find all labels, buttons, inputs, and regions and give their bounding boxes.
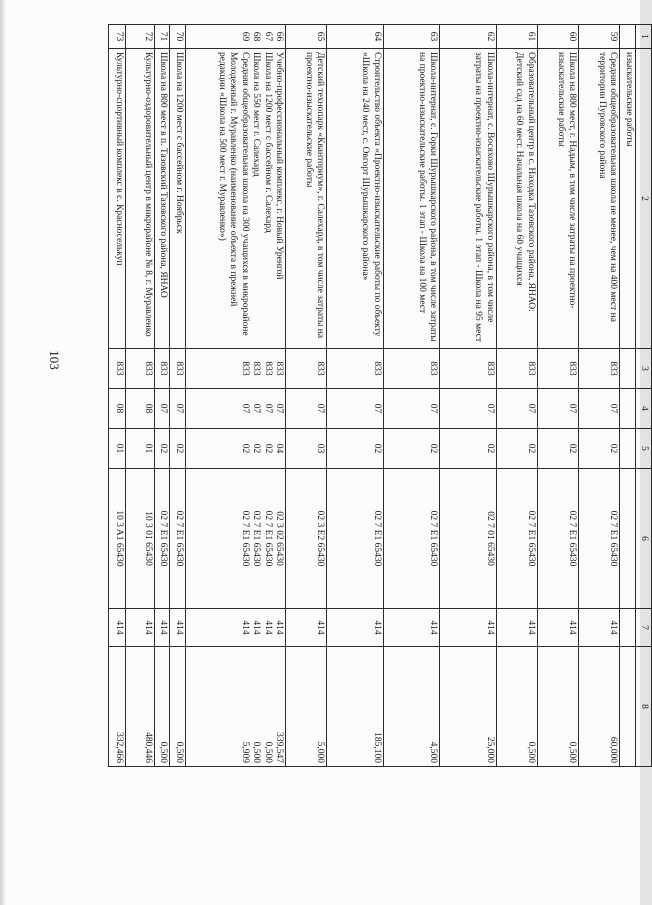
row-number: 66 <box>273 31 284 42</box>
amount-cell: 480,446 <box>126 647 154 767</box>
code-cell: 833 <box>126 349 154 389</box>
subsection-cell: 02 <box>440 429 496 469</box>
subsection-cell: 01 <box>109 429 127 469</box>
expense-type-value: 414 <box>262 620 273 635</box>
row-number-cell <box>185 25 285 49</box>
object-name-cell: Строительство объекта «Проектно-изыскательские работы по объекту «Школа на 240 мест, с. Овгорт Шурышкарского района» <box>327 49 383 349</box>
amount-cell: 5,000 <box>285 647 326 767</box>
header-col-6: 6 <box>636 469 652 609</box>
subsection-cell: 02 <box>537 429 578 469</box>
expense-type-cell: 414 <box>496 609 537 647</box>
section-cell: 07 <box>440 389 496 429</box>
code-value: 833 <box>273 361 284 376</box>
row-number-cell: 61 <box>496 25 537 49</box>
target-article-cell: 02 7 E1 65430 <box>154 469 170 609</box>
target-article-cell: 02 7 E1 65430 <box>537 469 578 609</box>
expense-type-cell: 414 <box>579 609 620 647</box>
amount-cell: 0,500 <box>170 647 186 767</box>
table-row <box>126 25 154 767</box>
section-cell: 07 <box>154 389 170 429</box>
amount-value: 5,909 <box>239 741 250 763</box>
page-number: 103 <box>47 350 62 370</box>
empty-cell <box>620 429 636 469</box>
amount-value: 0,500 <box>251 741 262 763</box>
section-cell <box>185 389 285 429</box>
code-cell: 833 <box>327 349 383 389</box>
target-article-cell: 02 7 E1 65430 <box>170 469 186 609</box>
section-value: 07 <box>251 403 262 414</box>
expense-type-cell: 414 <box>440 609 496 647</box>
code-cell: 833 <box>537 349 578 389</box>
amount-cell: 0,500 <box>537 647 578 767</box>
section-cell: 07 <box>170 389 186 429</box>
target-article-value: 02 7 E1 65430 <box>239 510 250 567</box>
subsection-cell: 02 <box>154 429 170 469</box>
section-cell: 08 <box>126 389 154 429</box>
target-article-cell <box>185 469 285 609</box>
header-col-3: 3 <box>636 349 652 389</box>
object-name-cell: Школа на 800 мест в п. Тазовский Тазовского района, ЯНАО <box>154 49 170 349</box>
target-article-cell: 02 3 E2 65430 <box>285 469 326 609</box>
table-row <box>579 25 620 767</box>
subsection-value: 02 <box>262 443 273 454</box>
object-name-cell: Школа на 800 мест, г. Надым, в том числе затраты на проектно-изыскательские работы <box>537 49 578 349</box>
section-cell: 07 <box>579 389 620 429</box>
expense-type-cell: 414 <box>170 609 186 647</box>
object-name-cell <box>185 49 285 349</box>
empty-cell <box>620 647 636 767</box>
target-article-cell: 10 3 A1 65430 <box>109 469 127 609</box>
subsection-cell: 01 <box>126 429 154 469</box>
empty-cell <box>620 389 636 429</box>
section-value: 07 <box>239 403 250 414</box>
row-number-cell: 64 <box>327 25 383 49</box>
section-value: 07 <box>262 403 273 414</box>
amount-cell: 332,466 <box>109 647 127 767</box>
object-name-cell: Школа-интернат, с. Горки Шурышкарского района, в том числе затраты на проектно-изыскательские работы. 1 этап - Школа на 100 мест <box>383 49 439 349</box>
code-value: 833 <box>251 361 262 376</box>
amount-cell: 0,500 <box>496 647 537 767</box>
target-article-cell: 10 3 01 65430 <box>126 469 154 609</box>
header-col-7: 7 <box>636 609 652 647</box>
table-row <box>154 25 170 767</box>
expense-type-cell: 414 <box>383 609 439 647</box>
row-number-cell: 59 <box>579 25 620 49</box>
target-article-cell: 02 7 E1 65430 <box>496 469 537 609</box>
subsection-cell: 02 <box>383 429 439 469</box>
section-cell: 07 <box>496 389 537 429</box>
table-row <box>327 25 383 767</box>
section-cell: 07 <box>537 389 578 429</box>
expense-type-cell: 414 <box>154 609 170 647</box>
section-cell: 07 <box>285 389 326 429</box>
object-name: Учебно-профессиональный комплекс, г. Новый Уренгой <box>273 52 284 280</box>
header-col-1: 1 <box>636 25 652 49</box>
code-value: 833 <box>239 361 250 376</box>
target-article-cell: 02 7 01 65430 <box>440 469 496 609</box>
row-number-cell: 72 <box>126 25 154 49</box>
subsection-cell: 02 <box>327 429 383 469</box>
expense-type-value: 414 <box>273 620 284 635</box>
header-col-5: 5 <box>636 429 652 469</box>
object-name-cell: Культурно-оздоровительный центр в микрорайоне № 8, г. Муравленко <box>126 49 154 349</box>
amount-value: 0,500 <box>262 741 273 763</box>
subsection-value: 02 <box>239 443 250 454</box>
amount-cell: 0,500 <box>154 647 170 767</box>
amount-cell: 25,000 <box>440 647 496 767</box>
object-name-cell: изыскательские работы <box>620 49 636 349</box>
table-row-group <box>185 25 285 767</box>
table-row <box>537 25 578 767</box>
row-number-cell: 73 <box>109 25 127 49</box>
amount-cell: 4,500 <box>383 647 439 767</box>
object-name-cell: Средняя общеобразовательная школа не менее, чем на 400 мест на территории Пуровского района <box>579 49 620 349</box>
expense-type-value: 414 <box>251 620 262 635</box>
target-article-value: 02 3 02 65430 <box>273 511 284 566</box>
code-cell: 833 <box>579 349 620 389</box>
empty-cell <box>620 609 636 647</box>
code-value: 833 <box>262 361 273 376</box>
row-number: 69 <box>239 31 250 42</box>
code-cell: 833 <box>109 349 127 389</box>
object-name-cell: Детский технопарк «Кванториум», г. Салехард, в том числе затраты на проектно-изыскательские работы <box>285 49 326 349</box>
code-cell: 833 <box>440 349 496 389</box>
expense-type-cell: 414 <box>126 609 154 647</box>
object-name-cell: Образовательный центр в с. Находка Тазовского района, ЯНАО: Детский сад на 60 мест. Начальная школа на 60 учащихся <box>496 49 537 349</box>
code-cell: 833 <box>154 349 170 389</box>
expense-type-cell <box>185 609 285 647</box>
empty-cell <box>620 469 636 609</box>
subsection-cell: 02 <box>170 429 186 469</box>
continuation-row <box>620 25 636 767</box>
target-article-cell: 02 7 E1 65430 <box>327 469 383 609</box>
table-row <box>496 25 537 767</box>
code-cell: 833 <box>170 349 186 389</box>
table-row <box>440 25 496 767</box>
row-number: 67 <box>262 31 273 42</box>
code-cell: 833 <box>383 349 439 389</box>
object-name: Средняя общеобразовательная школа на 300 учащихся в микрорайоне Молодежный г. Муравленко (наименование объекта в прежней редакции «Школа на 500 мест г. Муравленко») <box>216 52 250 336</box>
object-name: Школа на 550 мест г. Салехард <box>251 52 262 177</box>
rotated-table-content <box>108 24 652 766</box>
section-cell: 07 <box>327 389 383 429</box>
amount-cell <box>185 647 285 767</box>
subsection-value: 02 <box>251 443 262 454</box>
row-number-cell <box>620 25 636 49</box>
row-number-cell: 62 <box>440 25 496 49</box>
header-col-4: 4 <box>636 389 652 429</box>
table-row <box>285 25 326 767</box>
row-number: 68 <box>251 31 262 42</box>
expense-type-cell: 414 <box>285 609 326 647</box>
expense-type-cell: 414 <box>109 609 127 647</box>
scan-edge-shadow <box>0 0 6 905</box>
row-number-cell: 65 <box>285 25 326 49</box>
object-name: Школа на 1200 мест с бассейном г. Салехард <box>262 52 273 233</box>
budget-table <box>108 24 652 767</box>
amount-cell: 185,100 <box>327 647 383 767</box>
row-number-cell: 63 <box>383 25 439 49</box>
row-number-cell: 70 <box>170 25 186 49</box>
section-cell: 07 <box>383 389 439 429</box>
object-name-cell: Школа-интернат, с. Восяхово Шурышкарского района, в том числе затраты на проектно-изыскательские работы. 1 этап - Школа на 95 мест <box>440 49 496 349</box>
subsection-value: 04 <box>273 443 284 454</box>
subsection-cell: 03 <box>285 429 326 469</box>
section-cell: 08 <box>109 389 127 429</box>
row-number-cell: 60 <box>537 25 578 49</box>
code-cell <box>185 349 285 389</box>
amount-value: 339,547 <box>273 732 284 763</box>
target-article-value: 02 7 E1 65430 <box>262 510 273 567</box>
code-cell: 833 <box>496 349 537 389</box>
header-col-8: 8 <box>636 647 652 767</box>
rotated-table-frame <box>108 24 652 766</box>
table-row <box>109 25 127 767</box>
expense-type-cell: 414 <box>537 609 578 647</box>
expense-type-cell: 414 <box>327 609 383 647</box>
object-name-cell: Культурно-спортивный комплекс в с. Красноселькуп <box>109 49 127 349</box>
target-article-value: 02 7 E1 65430 <box>251 510 262 567</box>
amount-cell: 60,000 <box>579 647 620 767</box>
expense-type-value: 414 <box>239 620 250 635</box>
section-value: 07 <box>273 403 284 414</box>
object-name-cell: Школа на 1200 мест с бассейном г. Ноябрьск <box>170 49 186 349</box>
table-header-row <box>636 25 652 767</box>
subsection-cell: 02 <box>496 429 537 469</box>
table-row <box>383 25 439 767</box>
target-article-cell: 02 7 E1 65430 <box>579 469 620 609</box>
target-article-cell: 02 7 E1 65430 <box>383 469 439 609</box>
empty-cell <box>620 349 636 389</box>
header-col-2: 2 <box>636 49 652 349</box>
subsection-cell <box>185 429 285 469</box>
subsection-cell: 02 <box>579 429 620 469</box>
table-row <box>170 25 186 767</box>
row-number-cell: 71 <box>154 25 170 49</box>
code-cell: 833 <box>285 349 326 389</box>
